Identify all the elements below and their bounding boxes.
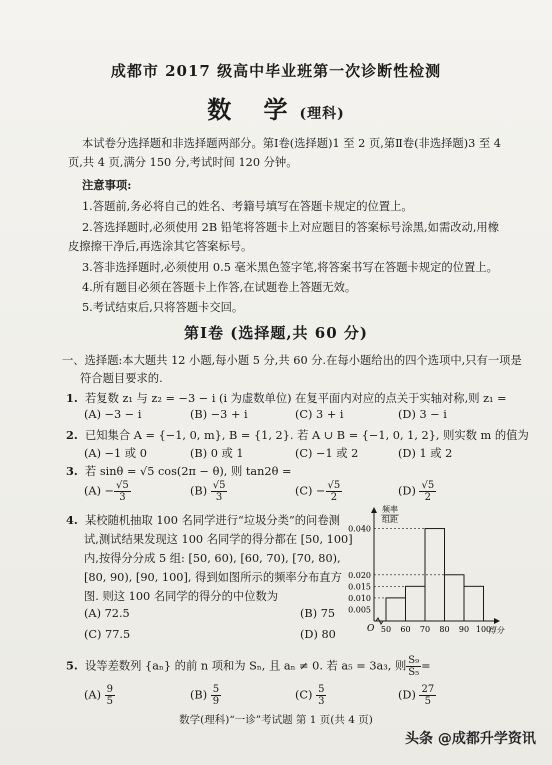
- y-axis-arrow: [371, 507, 377, 513]
- numerator: √5: [116, 480, 129, 491]
- q1-option-d: (D) 3 − i: [398, 408, 447, 421]
- q4-option-c: (C) 77.5: [84, 628, 131, 641]
- notes-heading: 注意事项:: [82, 178, 132, 192]
- numerator: √5: [421, 480, 435, 491]
- numerator: S₉: [408, 655, 420, 666]
- y-axis-label: 频率: [382, 505, 398, 514]
- fraction: [316, 684, 326, 707]
- question-stem-end: =: [421, 659, 431, 673]
- subject-sub: (理科): [299, 106, 345, 122]
- page-footer: 数学(理科)“一诊”考试题 第 1 页(共 4 页): [179, 714, 373, 726]
- option-label: (C): [295, 688, 313, 702]
- note-item: 3.答非选择题时,必须使用 0.5 毫米黑色签字笔,将答案书写在答题卡规定的位置上。: [82, 261, 498, 274]
- denominator: 3: [119, 492, 126, 503]
- subject-heading: [0, 90, 552, 125]
- denominator: 2: [330, 492, 338, 503]
- numerator: √5: [212, 480, 226, 491]
- section-title: 第Ⅰ卷 (选择题,共 60 分): [184, 324, 368, 342]
- origin-label: O: [367, 624, 375, 634]
- y-axis-label: 组距: [382, 515, 398, 524]
- question-number: 5.: [66, 658, 78, 673]
- q1-option-b: (B) −3 + i: [190, 408, 248, 421]
- fraction: [406, 655, 421, 678]
- instruction-line-1: 一、选择题:本大题共 12 小题,每小题 5 分,共 60 分.在每小题给出的四个选项中,只有一项是: [62, 354, 522, 367]
- question-stem: 设等差数列 {aₙ} 的前 n 项和为 Sₙ, 且 aₙ ≠ 0. 若 a₅ = 3a₃, 则: [84, 659, 407, 673]
- numerator: √5: [327, 480, 341, 491]
- histogram-bar: [406, 586, 426, 621]
- intro-line-2: 页,共 4 页,满分 150 分,考试时间 120 分钟。: [68, 156, 298, 169]
- question-4-line-3: 内,按得分分成 5 组: [50, 60), [60, 70), [70, 80),: [84, 552, 341, 565]
- question-4-line-5: 图. 则这 100 名同学的得分的中位数为: [84, 590, 279, 603]
- q3-option-a: [84, 480, 131, 503]
- numerator: 27: [421, 684, 435, 695]
- x-axis-arrow: [494, 618, 500, 624]
- question-3: [66, 463, 291, 479]
- denominator: S₅: [408, 667, 420, 678]
- x-axis-label: 得分: [488, 626, 504, 635]
- option-label: (B): [190, 688, 208, 702]
- y-tick-label: 0.010: [348, 593, 371, 603]
- denominator: 3: [318, 696, 325, 707]
- question-number: 3.: [66, 464, 78, 478]
- y-tick-label: 0.020: [348, 570, 371, 580]
- q2-option-b: (B) 0 或 1: [190, 447, 244, 460]
- y-tick-label: 0.040: [348, 524, 371, 534]
- q1-option-c: (C) 3 + i: [295, 408, 344, 421]
- fraction: [326, 480, 343, 503]
- note-item: 2.答选择题时,必须使用 2B 铅笔将答题卡上对应题目的答案标号涂黑,如需改动,用橡: [82, 221, 500, 234]
- option-label: (A) −: [84, 484, 115, 498]
- denominator: 5: [424, 696, 432, 707]
- question-4-line-2: 试,测试结果发现这 100 名同学的得分都在 [50, 100]: [84, 533, 353, 546]
- instruction-line-2: 符合题目要求的.: [80, 372, 163, 385]
- fraction: [114, 480, 131, 503]
- q3-option-b: [190, 480, 227, 503]
- question-stem: 某校随机抽取 100 名同学进行“垃圾分类”的问卷测: [84, 514, 340, 527]
- frequency-histogram: [336, 505, 506, 645]
- x-tick-label: 60: [400, 625, 411, 634]
- histogram-bar: [464, 586, 484, 621]
- histogram-bar: [445, 575, 465, 621]
- option-label: (D): [398, 688, 416, 702]
- q5-option-c: [295, 684, 326, 707]
- question-5: [66, 655, 431, 678]
- denominator: 2: [424, 492, 432, 503]
- q2-option-c: (C) −1 或 2: [295, 447, 359, 460]
- fraction: [211, 684, 221, 707]
- option-label: (D): [398, 484, 416, 498]
- x-tick-label: 50: [380, 625, 392, 634]
- note-item: 皮擦擦干净后,再选涂其它答案标号。: [68, 240, 253, 253]
- q2-option-a: (A) −1 或 0: [84, 447, 147, 460]
- q5-option-b: [190, 684, 221, 707]
- question-stem: 若复数 z₁ 与 z₂ = −3 − i (i 为虚数单位) 在复平面内对应的点关于实轴对称,则 z₁ =: [84, 392, 507, 405]
- option-label: (A): [84, 688, 101, 702]
- fraction: [211, 480, 228, 503]
- x-tick-label: 70: [419, 625, 431, 634]
- note-item: 1.答题前,务必将自己的姓名、考籍号填写在答题卡规定的位置上。: [82, 200, 413, 213]
- question-number: 4.: [66, 513, 78, 527]
- question-number: 1.: [66, 391, 78, 405]
- question-stem: 若 sinθ = √5 cos(2π − θ), 则 tan2θ =: [84, 465, 292, 478]
- denominator: 5: [106, 696, 113, 707]
- question-stem: 已知集合 A = {−1, 0, m}, B = {1, 2}. 若 A ∪ B = {−1, 0, 1, 2}, 则实数 m 的值为: [84, 429, 529, 442]
- intro-line-1: 本试卷分选择题和非选择题两部分。第Ⅰ卷(选择题)1 至 2 页,第Ⅱ卷(非选择题)3 至 4: [82, 137, 501, 150]
- question-4-line-1: [66, 512, 340, 528]
- question-4-line-4: [80, 90), [90, 100], 得到如图所示的频率分布直方: [84, 571, 342, 584]
- note-item: 5.考试结束后,只将答题卡交回。: [82, 301, 244, 314]
- denominator: 9: [212, 696, 220, 707]
- y-tick-label: 0.015: [348, 582, 371, 592]
- denominator: 3: [215, 492, 223, 503]
- q1-option-a: (A) −3 − i: [84, 408, 142, 421]
- numerator: 5: [212, 684, 220, 695]
- note-item: 4.所有题目必须在答题卡上作答,在试题卷上答题无效。: [82, 281, 357, 294]
- histogram-axes: [371, 507, 500, 624]
- q3-option-d: [398, 480, 436, 503]
- numerator: 9: [106, 684, 113, 695]
- q3-option-c: [295, 480, 342, 503]
- question-1: [66, 390, 507, 406]
- fraction: [105, 684, 115, 707]
- question-number: 2.: [66, 428, 78, 442]
- question-2: [66, 427, 529, 443]
- q2-option-d: (D) 1 或 2: [398, 447, 453, 460]
- q4-option-d: (D) 80: [300, 628, 336, 641]
- numerator: 5: [318, 684, 325, 695]
- watermark: 头条 @成都升学资讯: [405, 731, 536, 747]
- exam-title: 成都市 2017 级高中毕业班第一次诊断性检测: [110, 62, 442, 80]
- fraction: [419, 684, 436, 707]
- x-tick-label: 100: [475, 625, 492, 634]
- y-tick-label: 0.005: [348, 605, 371, 615]
- q4-option-a: (A) 72.5: [84, 607, 130, 620]
- x-tick-label: 80: [439, 625, 450, 634]
- histogram-bar: [386, 598, 406, 621]
- q4-option-b: (B) 75: [300, 607, 336, 620]
- histogram-labels: [348, 505, 505, 635]
- x-tick-label: 90: [458, 625, 470, 634]
- option-label: (B): [190, 484, 208, 498]
- q5-option-d: [398, 684, 436, 707]
- option-label: (C) −: [295, 484, 326, 498]
- q5-option-a: [84, 684, 115, 707]
- fraction: [419, 480, 436, 503]
- subject-name: 数 学: [207, 95, 300, 124]
